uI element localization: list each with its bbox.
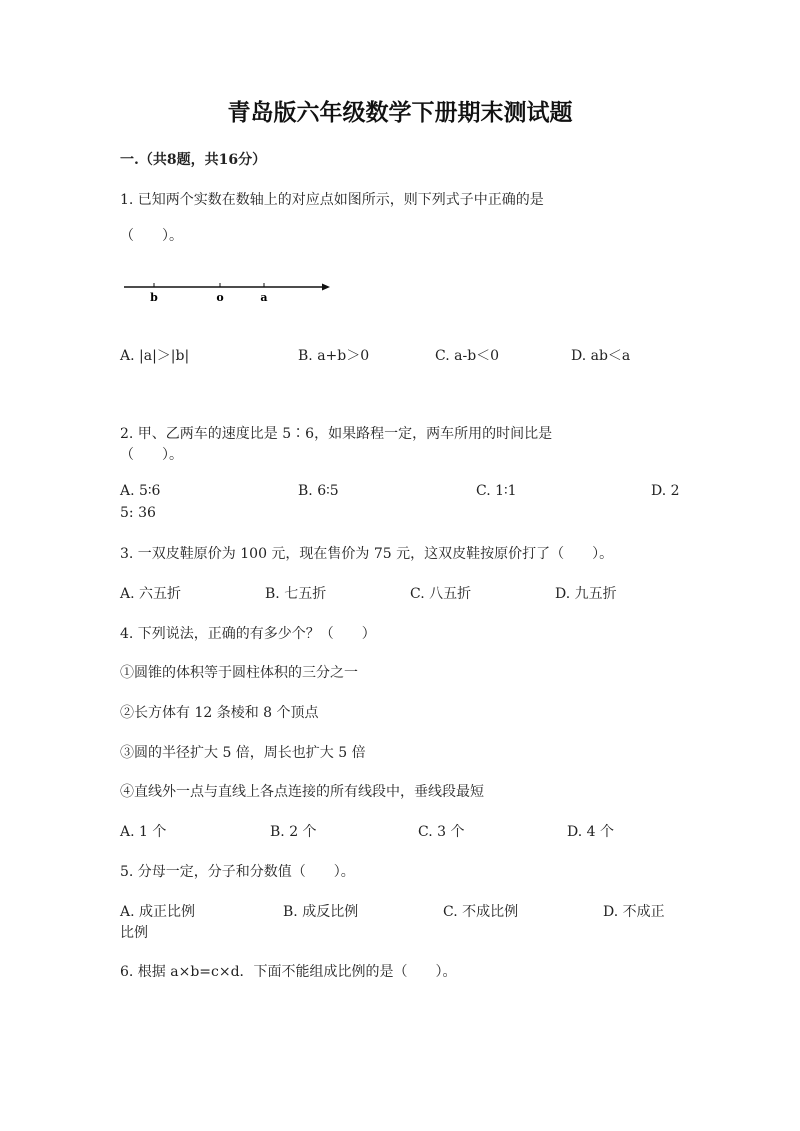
q2-option-d: D. 2 [651,483,680,499]
question-5-text: 5. 分母一定，分子和分数值（ ）。 [120,864,355,880]
label-o: o [216,291,224,304]
q3-option-b: B. 七五折 [265,586,327,602]
question-2-paren: （ ）。 [120,447,183,463]
label-a: a [260,291,268,304]
number-line-figure [120,276,340,306]
question-6-text: 6. 根据 a×b=c×d．下面不能组成比例的是（ ）。 [120,964,457,980]
q3-option-a: A. 六五折 [120,586,182,602]
label-b: b [150,291,158,304]
q2-option-c: C. 1∶1 [476,483,517,499]
number-line-arrow [322,284,330,291]
question-1-text: 1. 已知两个实数在数轴上的对应点如图所示，则下列式子中正确的是 [120,192,544,208]
q2-option-b: B. 6∶5 [298,483,339,499]
question-1-paren: （ ）。 [120,228,183,244]
q3-option-d: D. 九五折 [555,586,617,602]
q5-option-d: D. 不成正 [603,904,665,920]
q4-statement-4: ④直线外一点与直线上各点连接的所有线段中，垂线段最短 [120,784,484,800]
question-3-text: 3. 一双皮鞋原价为 100 元，现在售价为 75 元，这双皮鞋按原价打了（ ）。 [120,546,614,562]
q3-option-c: C. 八五折 [410,586,472,602]
q4-statement-2: ②长方体有 12 条棱和 8 个顶点 [120,705,319,721]
q5-option-c: C. 不成比例 [443,904,519,920]
q1-option-a: A. |a|＞|b| [120,348,190,364]
q4-option-a: A. 1 个 [120,824,167,840]
question-2-text: 2. 甲、乙两车的速度比是 5∶6，如果路程一定，两车所用的时间比是 [120,426,553,442]
page-title: 青岛版六年级数学下册期末测试题 [227,99,573,126]
q5-option-a: A. 成正比例 [120,904,196,920]
q4-option-c: C. 3 个 [418,824,465,840]
q4-statement-3: ③圆的半径扩大 5 倍，周长也扩大 5 倍 [120,745,366,761]
q5-option-wrap: 比例 [120,925,148,941]
q5-option-b: B. 成反比例 [283,904,359,920]
question-4-text: 4. 下列说法，正确的有多少个？（ ） [120,626,376,642]
q4-option-b: B. 2 个 [270,824,317,840]
q1-option-c: C. a-b＜0 [435,348,500,364]
section-heading: 一.（共8题，共16分） [120,152,267,168]
q1-option-b: B. a+b＞0 [298,348,370,364]
q4-statement-1: ①圆锥的体积等于圆柱体积的三分之一 [120,665,358,681]
q4-option-d: D. 4 个 [567,824,614,840]
q2-option-a: A. 5∶6 [120,483,161,499]
q2-option-wrap: 5: 36 [120,505,156,521]
q1-option-d: D. ab＜a [571,348,631,364]
